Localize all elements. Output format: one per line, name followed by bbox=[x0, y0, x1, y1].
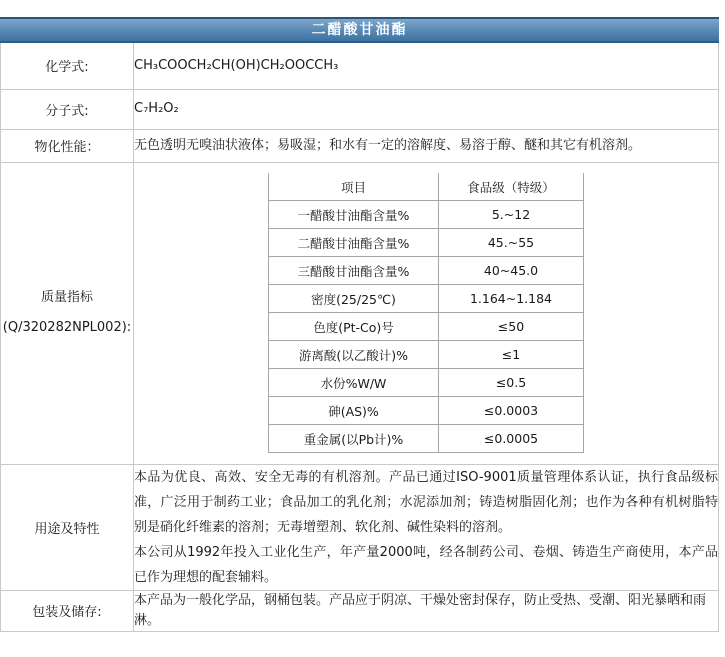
usage-label: 用途及特性 bbox=[1, 464, 134, 590]
table-row-chemical-formula bbox=[1, 43, 719, 89]
quality-item-value: ≤50 bbox=[439, 313, 584, 341]
usage-paragraph-2: 本公司从1992年投入工业化生产，年产量2000吨，经各制药公司、卷烟、铸造生产商使用，本产品已作为理想的配套辅料。 bbox=[134, 544, 718, 585]
packaging-value: 本产品为一般化学品，钢桶包装。产品应于阴凉、干燥处密封保存，防止受热、受潮、阳光暴晒和雨淋。 bbox=[134, 592, 707, 628]
packaging-cell bbox=[134, 590, 719, 631]
usage-paragraph-1: 本品为优良、高效、安全无毒的有机溶剂。产品已通过ISO-9001质量管理体系认证，执行食品级标准，广泛用于制药工业；食品加工的乳化剂；水泥添加剂；铸造树脂固化剂；也作为各种有机树脂特别是硝化纤维素的溶剂；无毒增塑剂、软化剂、碱性染料的溶剂。 bbox=[134, 469, 718, 535]
quality-item-name: 色度(Pt-Co)号 bbox=[269, 313, 439, 341]
chemical-formula-label: 化学式: bbox=[1, 43, 134, 89]
quality-item-name: 二醋酸甘油酯含量% bbox=[269, 229, 439, 257]
quality-row-tri bbox=[269, 257, 584, 285]
quality-cell bbox=[134, 162, 719, 464]
quality-item-name: 水份%W/W bbox=[269, 369, 439, 397]
quality-item-value: ≤0.0005 bbox=[439, 425, 584, 453]
quality-item-name: 三醋酸甘油酯含量% bbox=[269, 257, 439, 285]
table-row-quality bbox=[1, 162, 719, 464]
properties-value: 无色透明无嗅油状液体；易吸湿；和水有一定的溶解度、易溶于醇、醚和其它有机溶剂。 bbox=[134, 137, 642, 153]
quality-item-name: 游离酸(以乙酸计)% bbox=[269, 341, 439, 369]
properties-cell bbox=[134, 129, 719, 162]
quality-row-density bbox=[269, 285, 584, 313]
quality-item-value: ≤0.5 bbox=[439, 369, 584, 397]
molecular-formula-cell bbox=[134, 89, 719, 129]
table-row-properties bbox=[1, 129, 719, 162]
molecular-formula-value: C₇H₂O₂ bbox=[134, 101, 179, 116]
quality-label-line2: (Q/320282NPL002): bbox=[2, 320, 132, 335]
quality-item-value: ≤0.0003 bbox=[439, 397, 584, 425]
table-row-molecular-formula bbox=[1, 89, 719, 129]
quality-row-mono bbox=[269, 201, 584, 229]
quality-item-name: 一醋酸甘油酯含量% bbox=[269, 201, 439, 229]
quality-row-free-acid bbox=[269, 341, 584, 369]
quality-item-name: 砷(AS)% bbox=[269, 397, 439, 425]
quality-header-grade: 食品级（特级） bbox=[439, 173, 584, 201]
quality-header-item: 项目 bbox=[269, 173, 439, 201]
packaging-label: 包装及储存: bbox=[1, 590, 134, 631]
quality-row-color bbox=[269, 313, 584, 341]
quality-row-arsenic bbox=[269, 397, 584, 425]
quality-header-row bbox=[269, 173, 584, 201]
quality-item-value: 45.~55 bbox=[439, 229, 584, 257]
quality-item-name: 重金属(以Pb计)% bbox=[269, 425, 439, 453]
spec-table bbox=[0, 43, 719, 632]
quality-item-name: 密度(25/25℃) bbox=[269, 285, 439, 313]
molecular-formula-label: 分子式: bbox=[1, 89, 134, 129]
table-row-packaging bbox=[1, 590, 719, 631]
chemical-formula-value: CH₃COOCH₂CH(OH)CH₂OOCCH₃ bbox=[134, 57, 339, 73]
quality-row-di bbox=[269, 229, 584, 257]
quality-row-moisture bbox=[269, 369, 584, 397]
page-title: 二醋酸甘油酯 bbox=[311, 22, 408, 38]
usage-cell bbox=[134, 464, 719, 590]
quality-label bbox=[1, 162, 134, 464]
quality-item-value: 5.~12 bbox=[439, 201, 584, 229]
quality-label-line1: 质量指标 bbox=[40, 290, 93, 305]
chemical-formula-cell bbox=[134, 43, 719, 89]
title-bar bbox=[0, 17, 719, 43]
quality-table bbox=[268, 173, 584, 454]
quality-item-value: ≤1 bbox=[439, 341, 584, 369]
table-row-usage bbox=[1, 464, 719, 590]
quality-item-value: 1.164~1.184 bbox=[439, 285, 584, 313]
quality-item-value: 40~45.0 bbox=[439, 257, 584, 285]
product-spec-page bbox=[0, 17, 725, 632]
quality-row-heavy-metals bbox=[269, 425, 584, 453]
properties-label: 物化性能： bbox=[1, 129, 134, 162]
